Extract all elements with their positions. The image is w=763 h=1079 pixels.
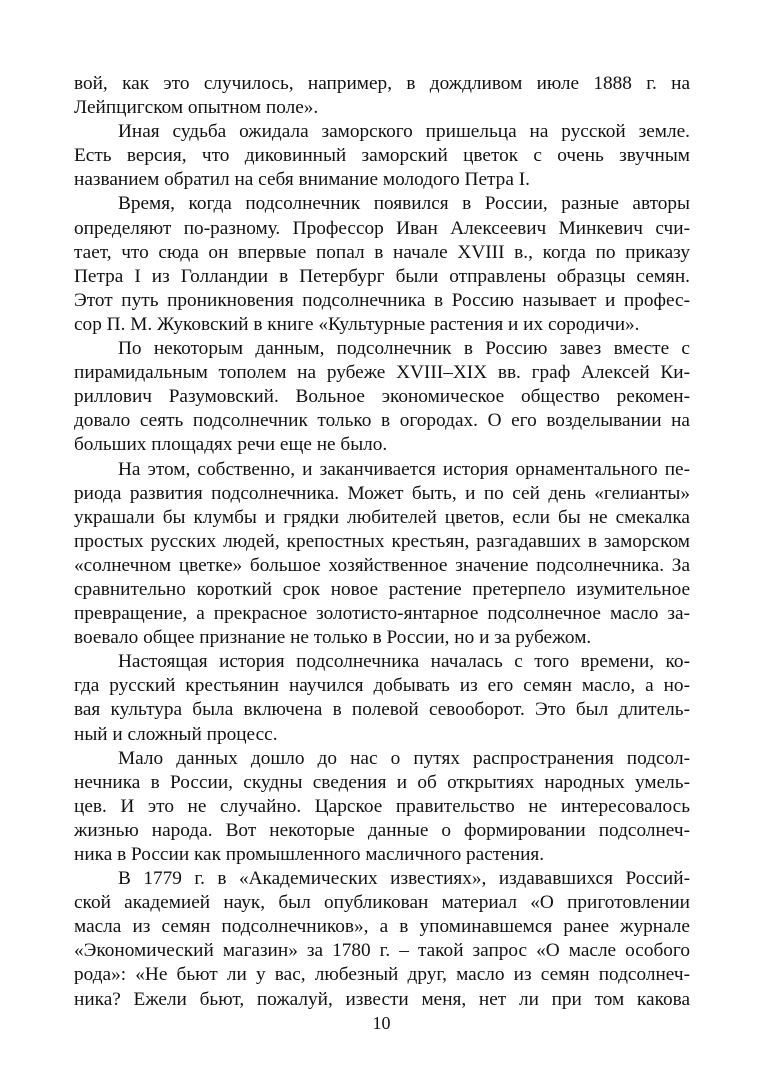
text-line: превращение, а прекрасное золотисто-янтарное подсолнечное масло за- — [74, 603, 690, 625]
text-line: ный и сложный процесс. — [74, 723, 278, 745]
page-number: 10 — [372, 1013, 391, 1033]
text-line: простых русских людей, крепостных крестьян, разгадавших в заморском — [74, 530, 690, 552]
text-line: цев. И это не случайно. Царское правительство не интересовалось — [74, 795, 690, 817]
text-line: риллович Разумовский. Вольное экономическое общество рекомен- — [74, 386, 690, 408]
text-line: Настоящая история подсолнечника началась с того времени, ко- — [118, 651, 690, 673]
text-line: Иная судьба ожидала заморского пришельца на русской земле. — [118, 121, 690, 143]
text-line: Время, когда подсолнечник появился в России, разные авторы — [118, 193, 690, 215]
paragraph — [74, 72, 690, 120]
text-line: вая культура была включена в полевой севооборот. Это был длитель- — [74, 699, 690, 721]
text-line: определяют по-разному. Профессор Иван Алексеевич Минкевич счи- — [74, 217, 690, 239]
text-line: риода развития подсолнечника. Может быть, и по сей день «гелианты» — [74, 482, 690, 504]
paragraph — [74, 867, 690, 1012]
page-body — [74, 72, 690, 1012]
text-line: жизнью народа. Вот некоторые данные о формировании подсолнеч- — [74, 819, 690, 841]
text-line: пирамидальным тополем на рубеже XVIII–XIX вв. граф Алексей Ки- — [74, 362, 690, 384]
text-line: вой, как это случилось, например, в дождливом июле 1888 г. на — [74, 73, 690, 94]
text-line: Этот путь проникновения подсолнечника в Россию называет и профес- — [74, 289, 690, 311]
text-line: рода»: «Не бьют ли у вас, любезный друг, масло из семян подсолнеч- — [74, 964, 690, 986]
text-line: сор П. М. Жуковский в книге «Культурные растения и их сородичи». — [74, 313, 640, 335]
paragraph — [74, 458, 690, 651]
paragraph — [74, 337, 690, 457]
text-line: украшали бы клумбы и грядки любителей цветов, если бы не смекалка — [74, 506, 690, 528]
paragraph — [74, 120, 690, 192]
text-line: воевало общее признание не только в России, но и за рубежом. — [74, 627, 592, 649]
text-line: нечника в России, скудны сведения и об открытиях народных умель- — [74, 771, 690, 793]
text-line: сравнительно короткий срок новое растение претерпело изумительное — [74, 578, 690, 600]
text-line: На этом, собственно, и заканчивается история орнаментального пе- — [118, 458, 690, 480]
text-line: Петра I из Голландии в Петербург были отправлены образцы семян. — [74, 265, 690, 287]
text-line: названием обратил на себя внимание молодого Петра I. — [74, 169, 530, 191]
text-line: «солнечном цветке» большое хозяйственное значение подсолнечника. За — [74, 554, 690, 576]
text-line: ской академией наук, был опубликован материал «О приготовлении — [74, 892, 690, 914]
text-line: ника? Ежели бьют, пожалуй, извести меня, нет ли при том какова — [74, 988, 690, 1010]
paragraph — [74, 747, 690, 867]
text-line: В 1779 г. в «Академических известиях», издававшихся Россий- — [118, 868, 690, 890]
paragraph — [74, 650, 690, 746]
text-line: довало сеять подсолнечник только в огородах. О его возделывании на — [74, 410, 690, 432]
text-line: Мало данных дошло до нас о путях распространения подсол- — [118, 747, 690, 769]
text-line: По некоторым данным, подсолнечник в Россию завез вместе с — [118, 338, 690, 360]
text-line: тает, что сюда он впервые попал в начале XVIII в., когда по приказу — [74, 241, 690, 263]
paragraph — [74, 192, 690, 337]
text-line: больших площадях речи еще не было. — [74, 434, 388, 456]
text-line: ника в России как промышленного масличного растения. — [74, 844, 545, 865]
text-line: «Экономический магазин» за 1780 г. – такой запрос «О масле особого — [74, 940, 690, 962]
text-line: гда русский крестьянин научился добывать из его семян масло, а но- — [74, 675, 690, 697]
text-line: масла из семян подсолнечников», а в упоминавшемся ранее журнале — [74, 916, 690, 938]
text-line: Лейпцигском опытном поле». — [74, 97, 319, 119]
text-line: Есть версия, что диковинный заморский цветок с очень звучным — [74, 145, 690, 167]
